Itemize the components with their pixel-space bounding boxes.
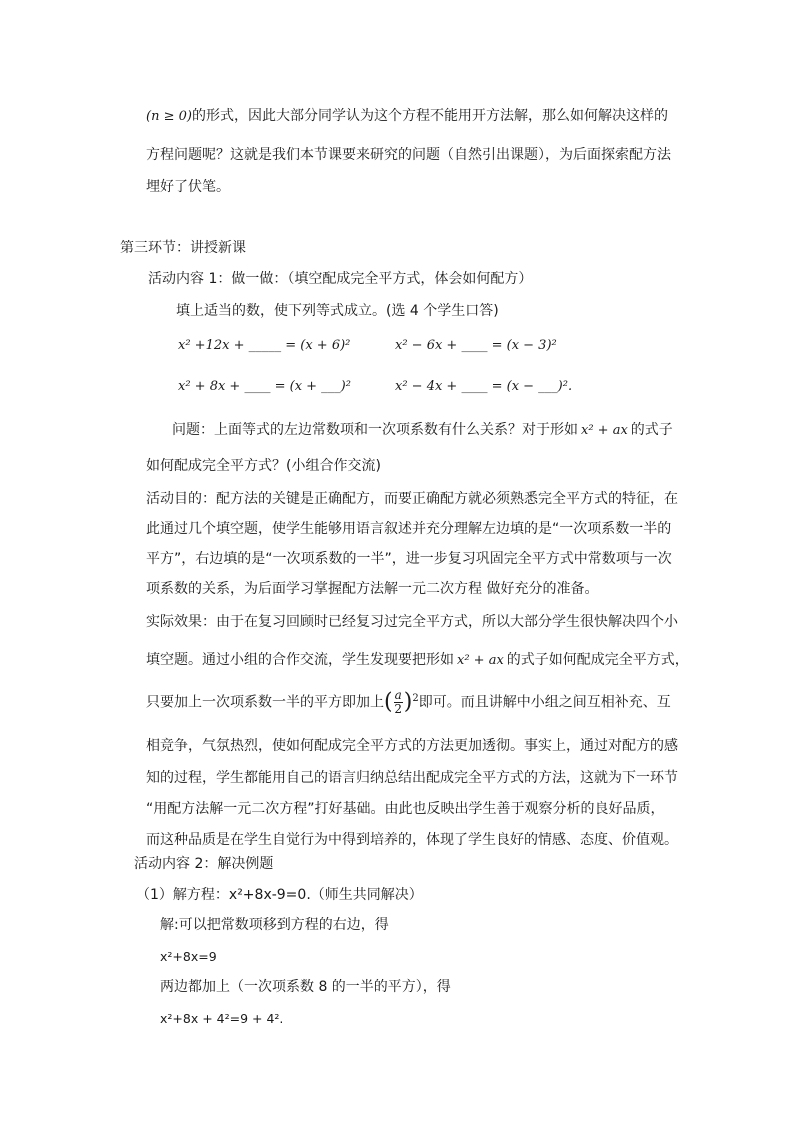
- effect-line-6: “用配方法解一元二次方程”打好基础。由此也反映出学生善于观察分析的良好品质，: [146, 801, 665, 817]
- effect-line-4: 相竞争，气氛热烈，使如何配成完全平方式的方法更加透彻。事实上，通过对配方的感: [146, 738, 678, 754]
- purpose-line-3: 平方”，右边填的是“一次项系数的一半”，进一步复习巩固完全平方式中常数项与一次: [146, 551, 672, 567]
- activity-2-problem: （1）解方程：x²+8x-9=0.（师生共同解决）: [136, 887, 423, 903]
- condition-expression: (n ≥ 0): [146, 109, 192, 124]
- intro-text-1: 的形式，因此大部分同学认为这个方程不能用开方法解，那么如何解决这样的: [191, 108, 668, 124]
- fraction-numerator: a: [394, 688, 402, 702]
- purpose-line-2: 此通过几个填空题，使学生能够用语言叙述并充分理解左边填的是“一次项系数一半的: [146, 521, 672, 537]
- solution-step-4: x²+8x + 4²=9 + 4².: [160, 1011, 284, 1026]
- question-text-a: 问题：上面等式的左边常数项和一次项系数有什么关系？对于形如: [172, 422, 578, 438]
- purpose-line-4: 项系数的关系，为后面学习掌握配方法解一元二次方程 做好充分的准备。: [146, 581, 599, 597]
- question-text-b: 的式子: [630, 422, 673, 438]
- fraction-exponent: 2: [412, 692, 419, 704]
- fraction-a-over-2: [394, 689, 403, 716]
- question-line-2: 如何配成完全平方式？(小组合作交流): [146, 458, 381, 474]
- effect-line-3: 只要加上一次项系数一半的平方即加上( $\frac{a}{2}$ )$^2$即可。而且讲解中小组之间互相补充、互: [146, 688, 671, 716]
- effect-text-2a: 填空题。通过小组的合作交流，学生发现要把形如: [146, 652, 454, 668]
- equation-2: x² − 6x + ____ = (x − 3)²: [395, 338, 557, 353]
- equation-1: x² +12x + _____ = (x + 6)²: [178, 338, 351, 353]
- effect-text-2b: 的式子如何配成完全平方式，: [506, 652, 689, 668]
- question-expression: x² + ax: [581, 423, 628, 438]
- effect-line-2: [146, 651, 689, 670]
- activity-1-title: 活动内容 1：做一做：（填空配成完全平方式，体会如何配方）: [148, 271, 533, 287]
- activity-2-title: 活动内容 2：解决例题: [134, 856, 274, 872]
- question-line-1: [172, 421, 673, 440]
- effect-line-7: 而这种品质是在学生自觉行为中得到培养的，体现了学生良好的情感、态度、价值观。: [146, 832, 678, 848]
- solution-step-1: 解:可以把常数项移到方程的右边，得: [160, 917, 389, 933]
- effect-line-1: 实际效果：由于在复习回顾时已经复习过完全平方式，所以大部分学生很快解决四个小: [146, 614, 678, 630]
- purpose-line-1: 活动目的：配方法的关键是正确配方，而要正确配方就必须熟悉完全平方式的特征，在: [146, 491, 678, 507]
- effect-text-3b: 即可。而且讲解中小组之间互相补充、互: [418, 694, 671, 711]
- equation-4: x² − 4x + ____ = (x − ___)².: [395, 379, 573, 394]
- effect-expression: x² + ax: [457, 653, 504, 668]
- equation-3: x² + 8x + ____ = (x + ___)²: [178, 379, 351, 394]
- intro-line-2: 方程问题呢？这就是我们本节课要来研究的问题（自然引出课题），为后面探索配方法: [146, 147, 671, 163]
- effect-line-5: 知的过程，学生都能用自己的语言归纳总结出配成完全平方式的方法，这就为下一环节: [146, 770, 678, 786]
- activity-1-prompt: 填上适当的数，使下列等式成立。(选 4 个学生口答): [176, 303, 499, 319]
- effect-text-3a: 只要加上一次项系数一半的平方即加上: [146, 694, 384, 711]
- intro-line-3: 埋好了伏笔。: [146, 179, 230, 195]
- solution-step-2: x²+8x=9: [160, 949, 217, 964]
- intro-line-1: [146, 107, 668, 126]
- solution-step-3: 两边都加上（一次项系数 8 的一半的平方），得: [160, 979, 451, 995]
- fraction-denominator: 2: [394, 702, 402, 716]
- section-title: 第三环节：讲授新课: [120, 240, 246, 256]
